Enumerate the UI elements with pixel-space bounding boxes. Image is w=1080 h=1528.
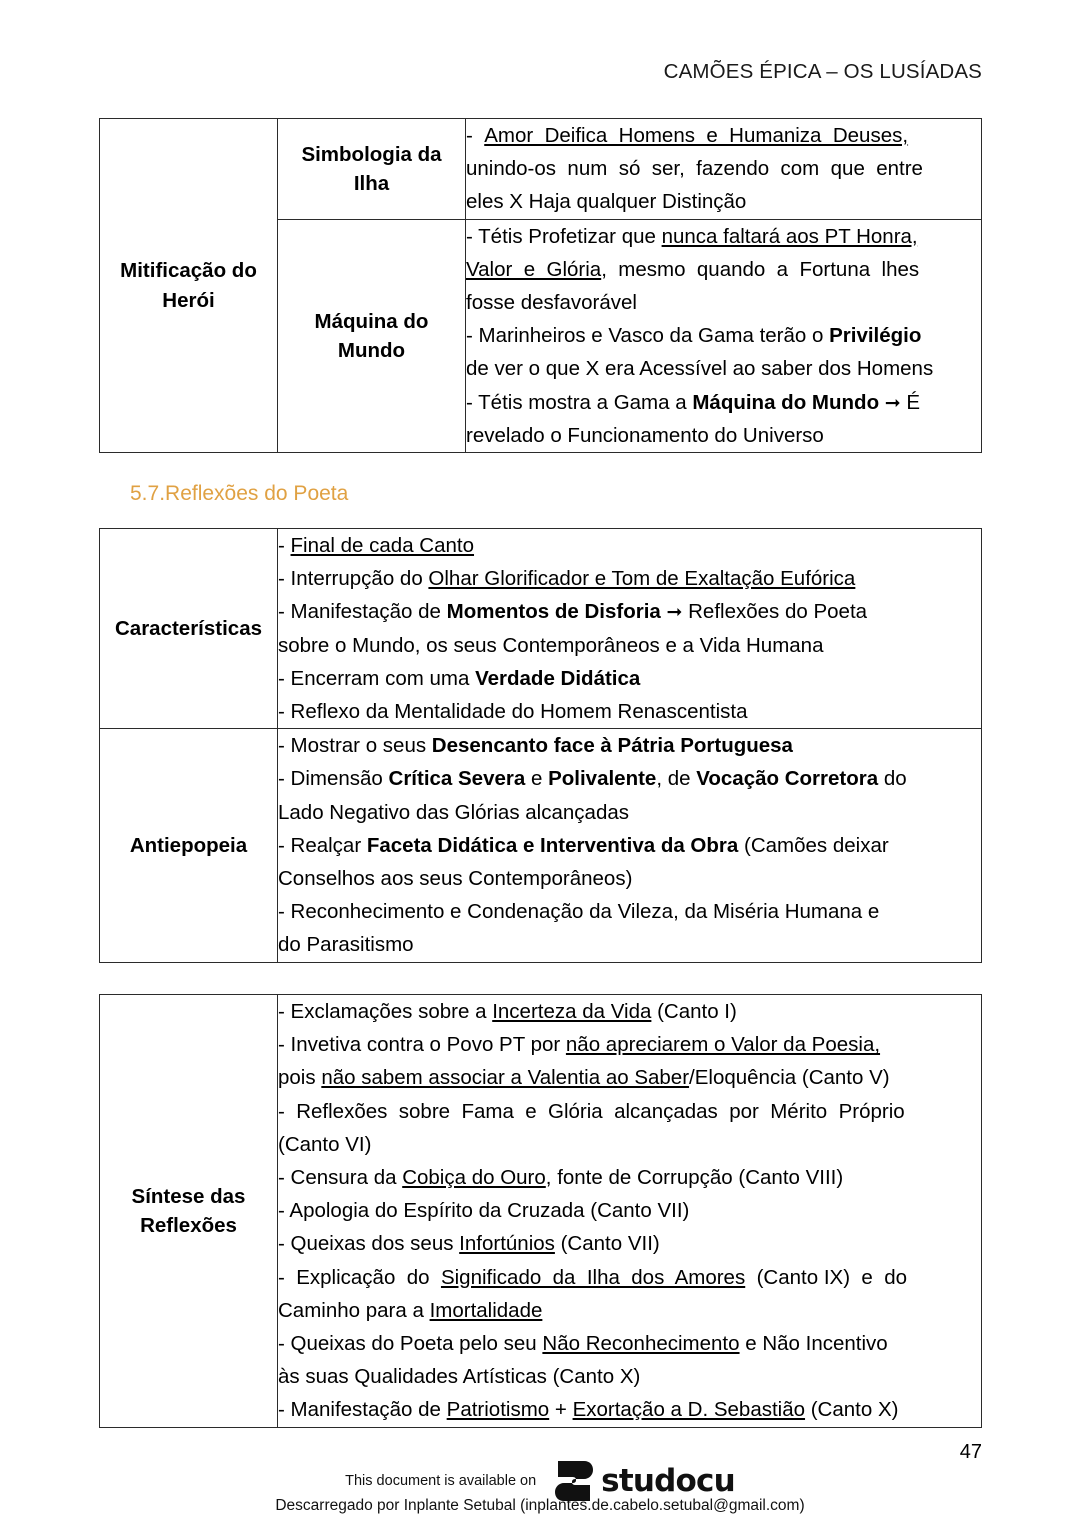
table-reflexoes-do-poeta: [99, 528, 982, 963]
content-line: - Reflexões sobre Fama e Glória alcançadas por Mérito Próprio: [278, 1099, 905, 1123]
content-line: - Tétis Profetizar que nunca faltará aos PT Honra,: [466, 224, 918, 248]
content-line: - Queixas dos seus Infortúnios (Canto VII): [278, 1232, 660, 1256]
content-line: Caminho para a Imortalidade: [278, 1298, 543, 1322]
arrow-right-icon: ➞: [884, 391, 901, 414]
content-line: (Canto VI): [278, 1132, 372, 1156]
table-row: [100, 995, 982, 1428]
content-line: fosse desfavorável: [466, 291, 637, 315]
cell-antiepopeia-content: [278, 729, 982, 962]
row-header-sintese-das-reflexoes: Síntese das Reflexões: [100, 995, 278, 1428]
row-header-mitificacao-do-heroi: Mitificação do Herói: [100, 119, 278, 453]
content-line: eles X Haja qualquer Distinção: [466, 190, 747, 214]
content-line: às suas Qualidades Artísticas (Canto X): [278, 1365, 641, 1389]
cell-simbologia-da-ilha-content: [466, 119, 982, 220]
table-sintese-das-reflexoes: [99, 994, 982, 1428]
available-on-label: This document is available on: [345, 1473, 537, 1489]
section-heading-reflexoes-do-poeta: 5.7.Reflexões do Poeta: [130, 482, 349, 505]
content-line: - Censura da Cobiça do Ouro, fonte de Corrupção (Canto VIII): [278, 1166, 844, 1190]
content-line: - Explicação do Significado da Ilha dos Amores (Canto IX) e do: [278, 1265, 908, 1289]
cell-maquina-do-mundo-content: [466, 219, 982, 452]
content-line: - Marinheiros e Vasco da Gama terão o Privilégio: [466, 324, 922, 348]
content-line: pois não sabem associar a Valentia ao Saber/Eloquência (Canto V): [278, 1066, 890, 1090]
content-line: - Amor Deifica Homens e Humaniza Deuses,: [466, 124, 909, 147]
content-line: - Final de cada Canto: [278, 534, 475, 557]
download-attribution: Descarregado por Inplante Setubal (inplantes.de.cabelo.setubal@gmail.com): [275, 1497, 805, 1514]
studocu-wordmark: studocu: [601, 1463, 735, 1499]
content-line: - Manifestação de Patriotismo + Exortação a D. Sebastião (Canto X): [278, 1398, 899, 1422]
content-line: - Invetiva contra o Povo PT por não apreciarem o Valor da Poesia,: [278, 1033, 881, 1057]
content-line: - Reconhecimento e Condenação da Vileza, da Miséria Humana e: [278, 900, 880, 924]
arrow-right-icon: ➞: [666, 601, 683, 624]
row-header-maquina-do-mundo: Máquina do Mundo: [278, 219, 466, 452]
row-header-caracteristicas: Características: [100, 529, 278, 729]
row-header-antiepopeia: Antiepopeia: [100, 729, 278, 962]
content-line: de ver o que X era Acessível ao saber dos Homens: [466, 357, 934, 381]
table-mitificacao-do-heroi: [99, 118, 982, 453]
content-line: - Dimensão Crítica Severa e Polivalente, de Vocação Corretora do: [278, 767, 907, 791]
table-row: [100, 729, 982, 962]
content-line: - Manifestação de Momentos de Disforia ➞ Reflexões do Poeta: [278, 600, 868, 624]
table-row: [100, 119, 982, 220]
content-line: do Parasitismo: [278, 933, 414, 957]
document-header-title: CAMÕES ÉPICA – OS LUSÍADAS: [663, 60, 982, 83]
cell-sintese-das-reflexoes-content: [278, 995, 982, 1428]
content-line: - Tétis mostra a Gama a Máquina do Mundo ➞ É: [466, 390, 921, 414]
content-line: revelado o Funcionamento do Universo: [466, 423, 824, 447]
row-header-simbologia-da-ilha: Simbologia da Ilha: [278, 119, 466, 220]
content-line: - Reflexo da Mentalidade do Homem Renascentista: [278, 700, 748, 724]
content-line: - Mostrar o seus Desencanto face à Pátria Portuguesa: [278, 734, 793, 758]
content-line: Lado Negativo das Glórias alcançadas: [278, 800, 629, 824]
content-line: - Queixas do Poeta pelo seu Não Reconhecimento e Não Incentivo: [278, 1332, 888, 1356]
cell-caracteristicas-content: [278, 529, 982, 729]
content-line: Conselhos aos seus Contemporâneos): [278, 867, 633, 891]
page-number: 47: [959, 1441, 982, 1463]
content-line: - Exclamações sobre a Incerteza da Vida (Canto I): [278, 1000, 737, 1023]
content-line: sobre o Mundo, os seus Contemporâneos e a Vida Humana: [278, 633, 824, 657]
content-line: - Apologia do Espírito da Cruzada (Canto VII): [278, 1199, 690, 1223]
content-line: - Interrupção do Olhar Glorificador e Tom de Exaltação Eufórica: [278, 567, 856, 591]
content-line: Valor e Glória, mesmo quando a Fortuna lhes: [466, 257, 920, 281]
content-line: unindo-os num só ser, fazendo com que entre: [466, 157, 923, 181]
table-row: [100, 529, 982, 729]
content-line: - Realçar Faceta Didática e Interventiva da Obra (Camões deixar: [278, 833, 889, 857]
content-line: - Encerram com uma Verdade Didática: [278, 666, 641, 690]
